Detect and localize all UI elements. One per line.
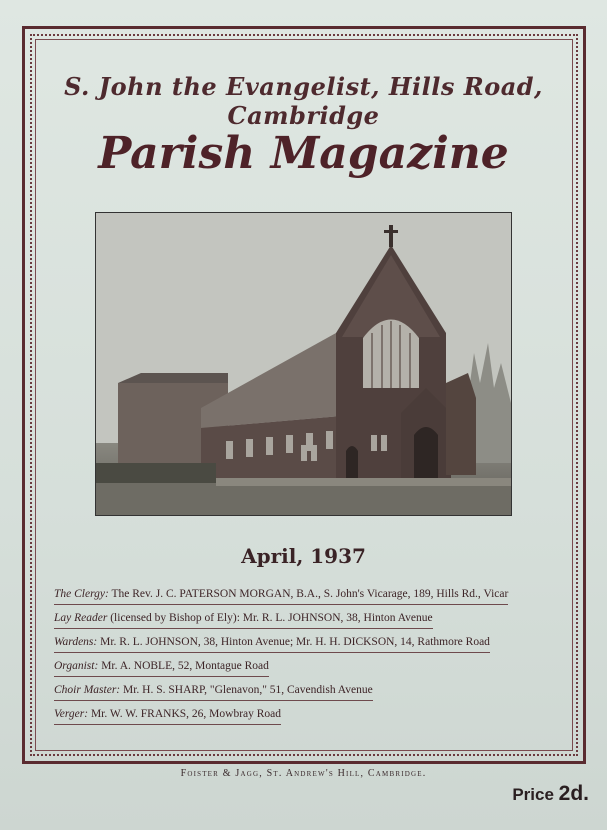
officer-text: Mr. H. S. SHARP, "Glenavon," 51, Cavendish Avenue xyxy=(120,684,373,696)
officer-text: (licensed by Bishop of Ely): Mr. R. L. JOHNSON, 38, Hinton Avenue xyxy=(107,612,433,624)
officer-text: Mr. R. L. JOHNSON, 38, Hinton Avenue; Mr. H. H. DICKSON, 14, Rathmore Road xyxy=(97,636,490,648)
officer-text: The Rev. J. C. PATERSON MORGAN, B.A., S. John's Vicarage, 189, Hills Rd., Vicar xyxy=(108,588,509,600)
officer-label: Choir Master: xyxy=(54,684,121,696)
officer-row-verger xyxy=(54,704,281,725)
officer-label: The Clergy: xyxy=(54,588,109,600)
magazine-title: Parish Magazine xyxy=(98,128,509,179)
printer-imprint: Foister & Jagg, St. Andrew's Hill, Cambridge. xyxy=(180,768,427,779)
officer-label: Lay Reader xyxy=(54,612,108,624)
issue-date: April, 1937 xyxy=(241,544,366,568)
price-label: Price xyxy=(512,785,559,804)
price-value: 2d. xyxy=(558,782,589,805)
officer-row-lay-reader xyxy=(54,608,433,629)
officer-label: Verger: xyxy=(54,708,89,720)
parish-officers-list xyxy=(54,584,554,728)
officer-label: Wardens: xyxy=(54,636,98,648)
officer-text: Mr. W. W. FRANKS, 26, Mowbray Road xyxy=(88,708,282,720)
officer-label: Organist: xyxy=(54,660,99,672)
church-photograph xyxy=(95,212,512,516)
officer-row-organist xyxy=(54,656,269,677)
price-tag xyxy=(512,782,589,806)
church-illustration xyxy=(96,213,511,515)
officer-text: Mr. A. NOBLE, 52, Montague Road xyxy=(98,660,269,672)
officer-row-wardens xyxy=(54,632,490,653)
officer-row-clergy xyxy=(54,584,508,605)
officer-row-choir-master xyxy=(54,680,373,701)
church-name: S. John the Evangelist, Hills Road, Cambridge xyxy=(64,72,543,130)
